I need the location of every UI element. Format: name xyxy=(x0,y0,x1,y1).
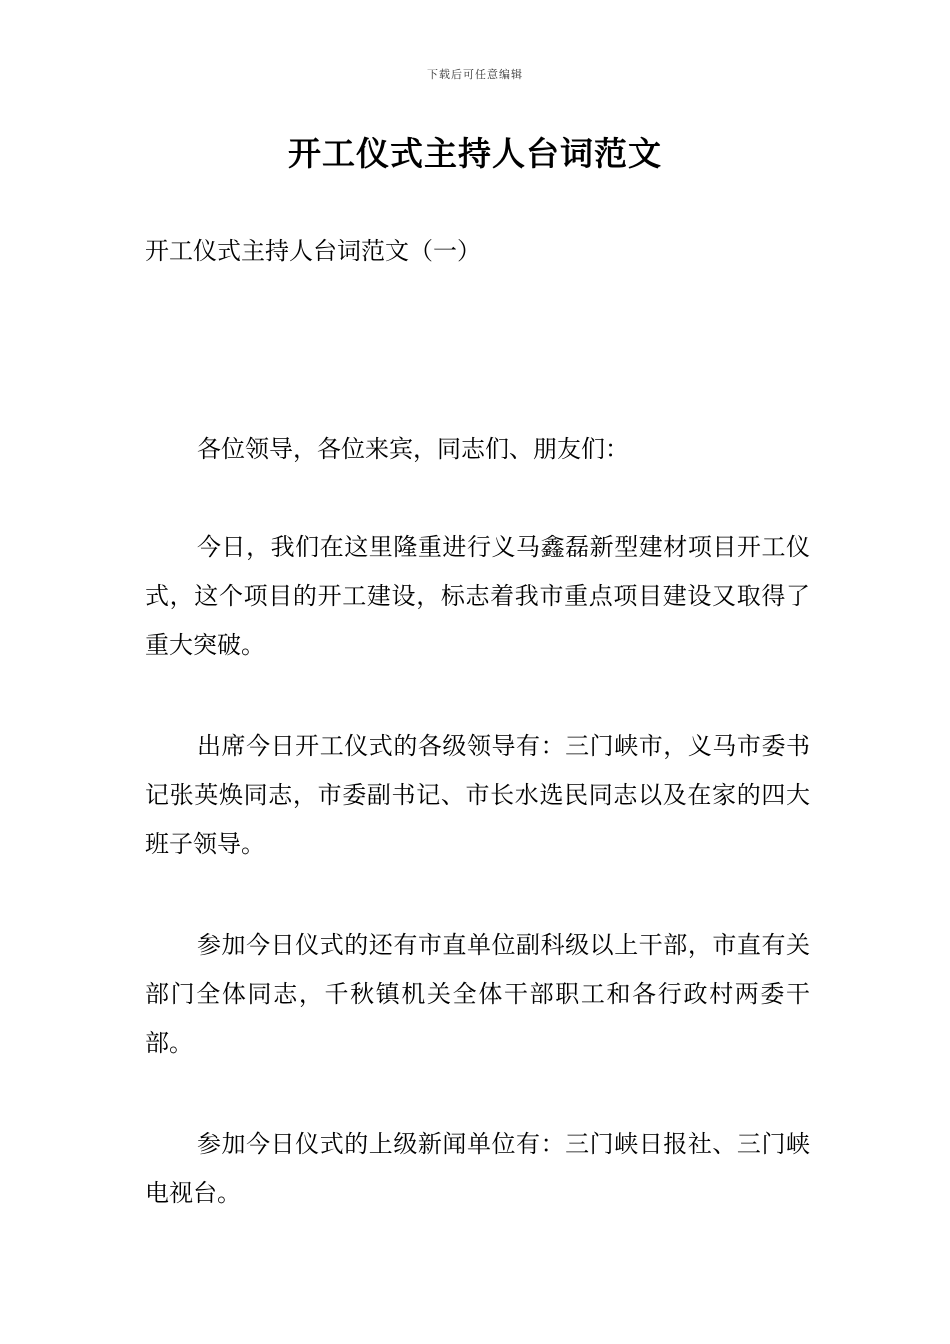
paragraph-greeting: 各位领导，各位来宾，同志们、朋友们： xyxy=(197,435,629,463)
header-note: 下载后可任意编辑 xyxy=(427,68,523,81)
paragraph-media: 参加今日仪式的上级新闻单位有：三门峡日报社、三门峡电视台。 xyxy=(145,1130,810,1207)
document-title: 开工仪式主持人台词范文 xyxy=(288,134,662,173)
paragraph-leaders: 出席今日开工仪式的各级领导有：三门峡市，义马市委书记张英焕同志，市委副书记、市长水选民同志以及在家的四大班子领导。 xyxy=(145,732,810,858)
paragraph-attendees: 参加今日仪式的还有市直单位副科级以上干部，市直有关部门全体同志，千秋镇机关全体干部职工和各行政村两委干部。 xyxy=(145,931,810,1057)
paragraph-intro: 今日，我们在这里隆重进行义马鑫磊新型建材项目开工仪式，这个项目的开工建设，标志着我市重点项目建设又取得了重大突破。 xyxy=(145,533,810,659)
section-subtitle: 开工仪式主持人台词范文（一） xyxy=(145,237,481,265)
